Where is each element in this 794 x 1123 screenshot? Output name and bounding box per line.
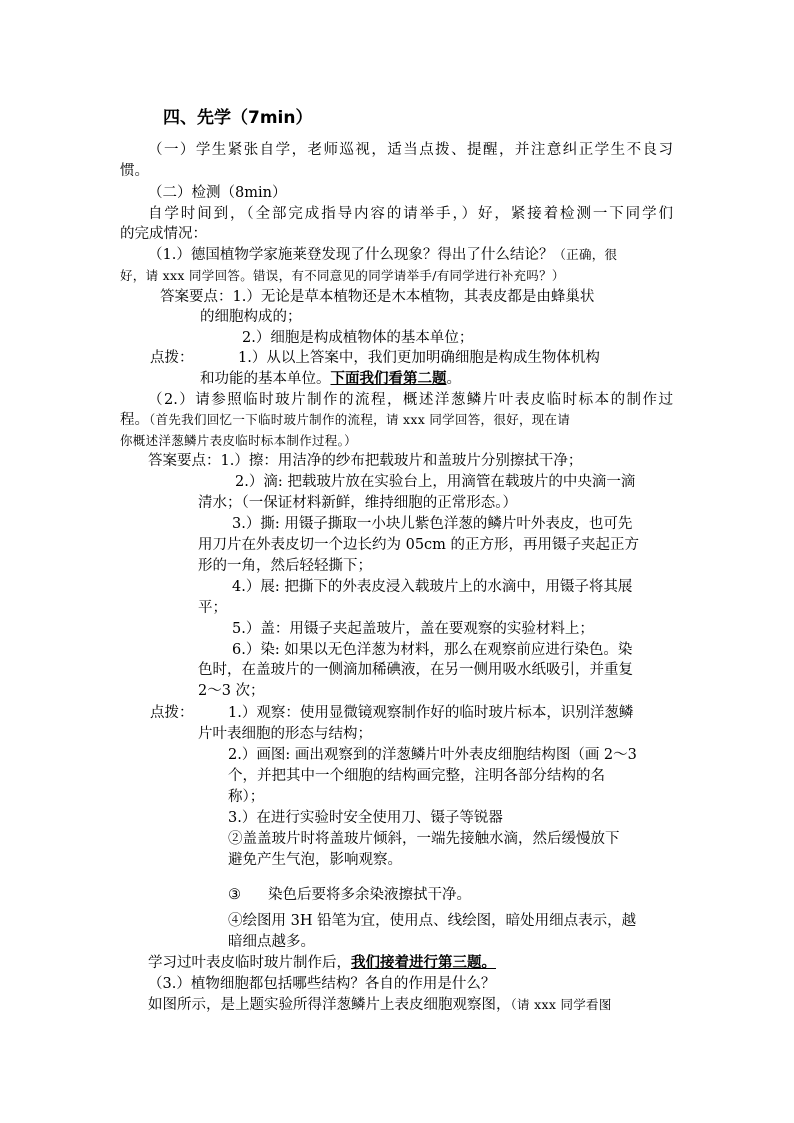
q2-step1: 1.）擦：用洁净的纱布把载玻片和盖玻片分别擦拭干净； bbox=[220, 453, 583, 469]
part2-intro-line2: 的完成情况： bbox=[120, 226, 207, 242]
q2-tip1a: 1.）观察：使用显微镜观察制作好的临时玻片标本，识别洋葱鳞 bbox=[228, 705, 634, 721]
q2-step3c: 形的一角，然后轻轻撕下； bbox=[198, 558, 372, 574]
q3-intro-text: 如图所示，是上题实验所得洋葱鳞片上表皮细胞观察图， bbox=[148, 997, 511, 1013]
q2-step6a: 6.）染: 如果以无色洋葱为材料，那么在观察前应进行染色。染 bbox=[232, 642, 633, 658]
q1-next-question-link: 下面我们看第二题 bbox=[330, 370, 447, 387]
q2-step5: 5.）盖：用镊子夹起盖玻片，盖在要观察的实验材料上； bbox=[232, 621, 594, 637]
q2-teacher-note-line2: 你概述洋葱鳞片表皮临时标本制作过程。） bbox=[120, 433, 357, 448]
q2-tip2a: 2.）画图: 画出观察到的洋葱鳞片叶外表皮细胞结构图（画 2～3 bbox=[228, 747, 637, 763]
q1-tip-1b bbox=[200, 369, 461, 389]
section-title: 四、先学（7min） bbox=[163, 108, 313, 128]
q1-question bbox=[148, 245, 617, 265]
part2-title: （二）检测（8min） bbox=[148, 185, 287, 201]
q2-step2b: 清水；（一保证材料新鲜，维持细胞的正常形态。） bbox=[198, 495, 517, 511]
q2-tip2c: 称）； bbox=[228, 789, 265, 805]
q1-tip-1b-end: 。 bbox=[446, 371, 461, 387]
q2-tip5-number: ③ bbox=[228, 887, 241, 903]
q2-step6b: 色时，在盖玻片的一侧滴加稀碘液，在另一侧用吸水纸吸引，并重复 bbox=[198, 662, 633, 678]
q2-tip4b: 避免产生气泡，影响观察。 bbox=[228, 852, 402, 868]
part2-intro-line1: 自学时间到，（全部完成指导内容的请举手，）好，紧接着检测一下同学们 bbox=[148, 206, 673, 222]
q1-question-text: （1.）德国植物学家施莱登发现了什么现象？得出了什么结论？ bbox=[148, 247, 554, 263]
q2-step3b: 用刀片在外表皮切一个边长约为 05cm 的正方形，再用镊子夹起正方 bbox=[198, 537, 640, 553]
q3-question: （3.）植物细胞都包括哪些结构？各自的作用是什么？ bbox=[148, 976, 496, 992]
q1-answer-2: 2.）细胞是构成植物体的基本单位； bbox=[242, 330, 474, 346]
q1-tip-1b-text: 和功能的基本单位。 bbox=[200, 371, 331, 387]
part1-line2: 惯。 bbox=[120, 163, 149, 179]
q2-tip3: 3.）在进行实验时安全使用刀、镊子等锐器 bbox=[228, 810, 503, 826]
q1-teacher-note: （正确，很 bbox=[553, 247, 618, 262]
q2-step2a: 2.）滴: 把载玻片放在实验台上，用滴管在载玻片的中央滴一滴 bbox=[235, 474, 636, 490]
q3-teacher-note: （请 xxx 同学看图 bbox=[510, 997, 612, 1012]
q2-step3a: 3.）撕: 用镊子撕取一小块儿紫色洋葱的鳞片叶外表皮，也可先 bbox=[232, 516, 633, 532]
q2-answer-line1 bbox=[148, 451, 582, 471]
q2-answer-label: 答案要点： bbox=[148, 453, 221, 469]
q2-question-line1: （2.）请参照临时玻片制作的流程，概述洋葱鳞片叶表皮临时标本的制作过 bbox=[148, 392, 673, 408]
q2-tip6b: 暗细点越多。 bbox=[228, 934, 315, 950]
q1-teacher-note-line2: 好，请 xxx 同学回答。错误，有不同意见的同学请举手/有同学进行补充吗？） bbox=[120, 268, 565, 283]
q1-tip-1a: 1.）从以上答案中，我们更加明确细胞是构成生物体机构 bbox=[238, 350, 600, 366]
q2-tip4a: ②盖盖玻片时将盖玻片倾斜，一端先接触水滴，然后缓慢放下 bbox=[228, 831, 620, 847]
q2-step4b: 平； bbox=[198, 600, 227, 616]
transition-emphasis: 我们接着进行第三题。 bbox=[351, 954, 496, 971]
q2-question-line2a: 程。 bbox=[120, 412, 149, 428]
q2-tip2b: 个，并把其中一个细胞的结构画完整，注明各部分结构的名 bbox=[228, 768, 605, 784]
q2-step6c: 2～3 次； bbox=[198, 683, 265, 699]
q2-tip6a: ④绘图用 3H 铅笔为宜，使用点、线绘图，暗处用细点表示，越 bbox=[228, 913, 637, 929]
q1-answer-1a: 1.）无论是草本植物还是木本植物，其表皮都是由蜂巢状 bbox=[232, 289, 595, 305]
q2-step4a: 4.）展: 把撕下的外表皮浸入载玻片上的水滴中，用镊子将其展 bbox=[232, 579, 633, 595]
transition-text: 学习过叶表皮临时玻片制作后， bbox=[148, 955, 351, 971]
q2-teacher-note: （首先我们回忆一下临时玻片制作的流程，请 xxx 同学回答，很好，现在请 bbox=[149, 412, 571, 427]
q2-tip1b: 片叶表细胞的形态与结构； bbox=[198, 726, 372, 742]
q2-tip-label: 点拨： bbox=[150, 705, 194, 721]
q1-answer-label: 答案要点： bbox=[160, 289, 233, 305]
q1-answer-line1 bbox=[160, 287, 594, 307]
part1-line1: （一）学生紧张自学，老师巡视，适当点拨、提醒，并注意纠正学生不良习 bbox=[148, 142, 673, 158]
q1-tip-label: 点拨： bbox=[150, 350, 194, 366]
q2-tip5: 染色后要将多余染液擦拭干净。 bbox=[268, 887, 471, 903]
q2-question-line2 bbox=[120, 410, 570, 430]
q1-answer-1b: 的细胞构成的； bbox=[200, 309, 302, 325]
transition-line bbox=[148, 953, 496, 973]
q3-intro-line bbox=[148, 995, 612, 1015]
